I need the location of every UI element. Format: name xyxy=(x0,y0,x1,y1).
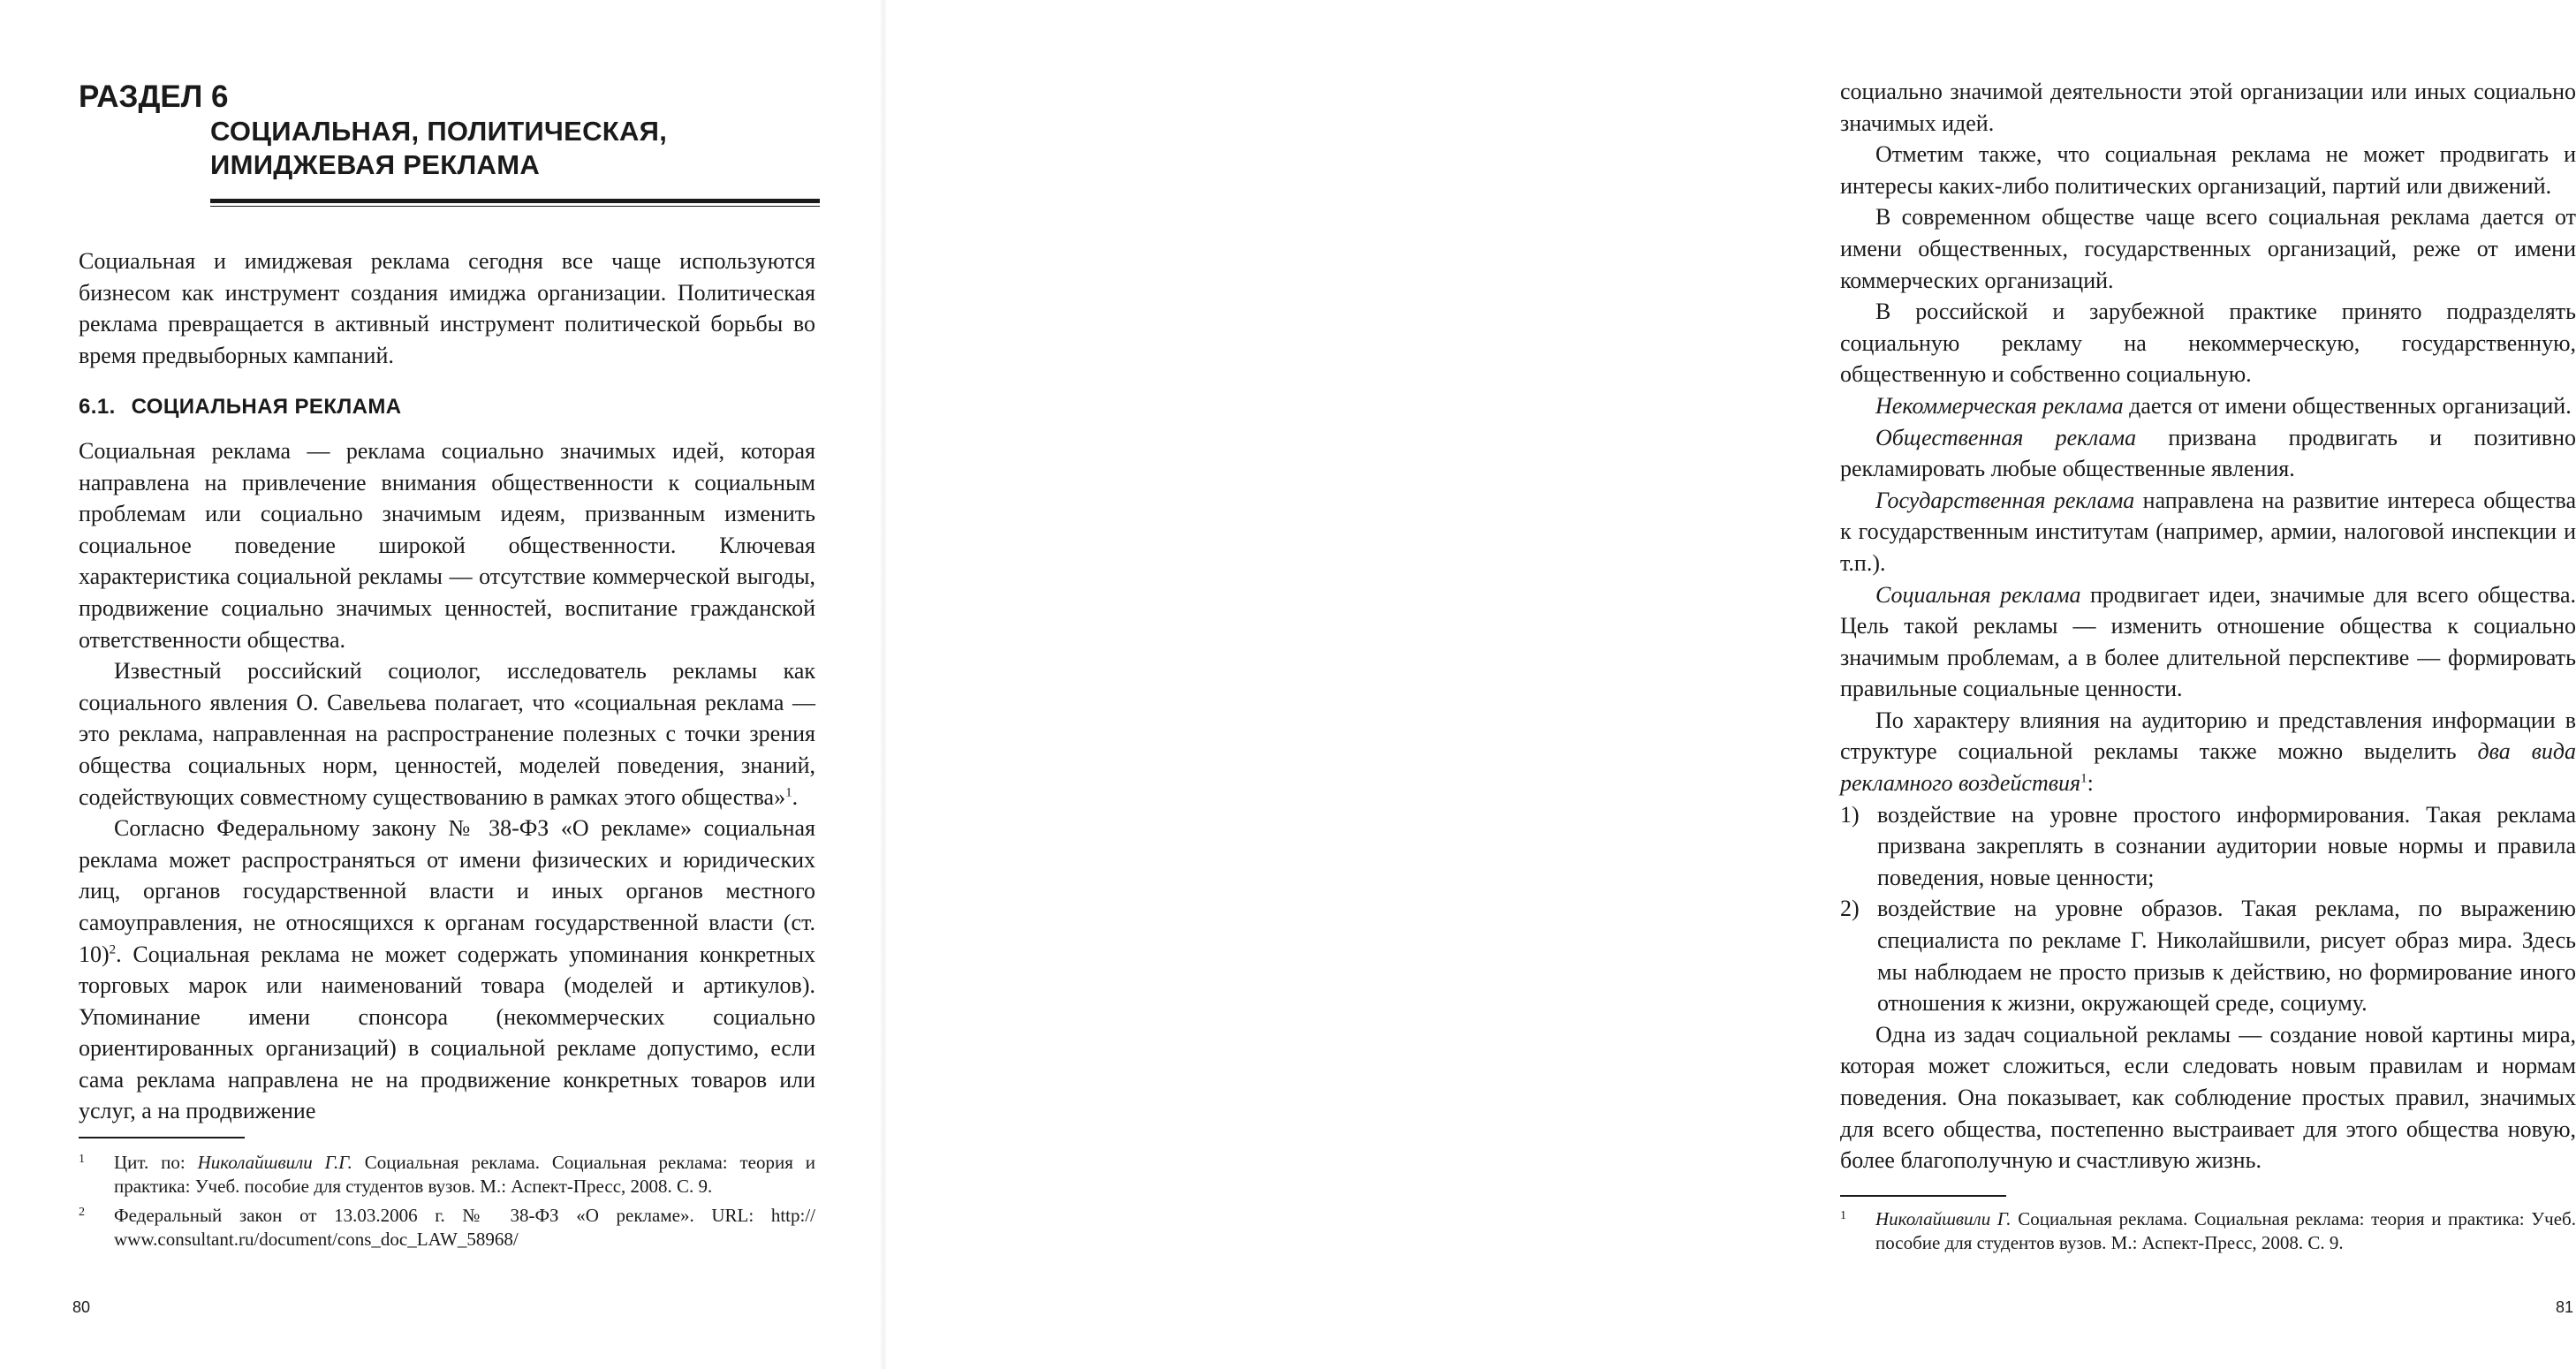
footnote-number: 1 xyxy=(1840,1209,1846,1222)
list-item-text: воздействие на уровне простого информирования. Такая реклама призвана закреплять в сознании аудитории новые нормы и правила поведения, новые ценности; xyxy=(1877,801,2576,890)
footnote-item xyxy=(79,1151,815,1199)
footnote-text: Федеральный закон от 13.03.2006 г. № 38-ФЗ «О рекламе». URL: http:// www.consultant.ru/document/cons_doc_LAW_58968/ xyxy=(114,1205,815,1250)
list-item xyxy=(1840,893,2576,1018)
footnote-rule xyxy=(1840,1195,2006,1197)
footnote-rule xyxy=(79,1137,245,1138)
definition-state xyxy=(1840,485,2576,579)
paragraph-political: Отметим также, что социальная реклама не может продвигать и интересы каких-либо политических организаций, партий или движений. xyxy=(1840,141,2576,199)
definition-public xyxy=(1840,422,2576,485)
lead-paragraph xyxy=(79,246,815,371)
term-public: Общественная реклама xyxy=(1875,424,2137,450)
footnote-number: 2 xyxy=(79,1206,85,1219)
footnote-ref-1[interactable]: 1 xyxy=(785,784,792,799)
list-item-text: воздействие на уровне образов. Такая реклама, по выражению специалиста по рекламе Г. Николайшвили, рисует образ мира. Здесь мы наблюдаем не просто призыв к действию, но формирование иного отношения к жизни, окружающей среде, социуму. xyxy=(1877,896,2576,1017)
left-page xyxy=(0,0,883,1369)
section-title-line-1: СОЦИАЛЬНАЯ, ПОЛИТИЧЕСКАЯ, xyxy=(210,116,668,147)
term-social: Социальная реклама xyxy=(1875,581,2081,608)
footnote-item xyxy=(79,1204,815,1252)
section-title-line-2: ИМИДЖЕВАЯ РЕКЛАМА xyxy=(210,149,541,180)
paragraph-influence xyxy=(1840,705,2576,799)
term-state: Государственная реклама xyxy=(1875,487,2135,513)
paragraph-federal-law-text-b: . Социальная реклама не может содержать упоминания конкретных торговых марок или наименований товара (моделей и артикулов). Упоминание имени спонсора (некоммерческих социально ориентированных организаций) в социальной рекламе допустимо, если сама реклама направлена не на продвижение конкретных товаров или услуг, а на продвижение xyxy=(79,941,815,1124)
definition-noncommercial-text: дается от имени общественных организаций. xyxy=(2123,392,2572,419)
list-item-number: 2) xyxy=(1840,896,1860,922)
right-page xyxy=(883,0,2576,1369)
footnote-item xyxy=(1840,1207,2576,1255)
definition-public-text: призвана продвигать и позитивно рекламировать любые общественные явления. xyxy=(1840,424,2576,482)
paragraph-savelyeva xyxy=(79,655,815,813)
footnote-text: Социальная реклама. Социальная реклама: теория и практика: Учеб. пособие для студентов вузов. М.: Аспект-Пресс, 2008. С. 9. xyxy=(114,1152,816,1197)
subsection-title: СОЦИАЛЬНАЯ РЕКЛАМА xyxy=(131,395,402,419)
paragraph-influence-text: По характеру влияния на аудиторию и представления информации в структуре социальной рекламы также можно выделить xyxy=(1840,707,2576,765)
section-label: РАЗДЕЛ 6 xyxy=(79,79,229,114)
lead-paragraph-text: Социальная и имиджевая реклама сегодня все чаще используются бизнесом как инструмент создания имиджа организации. Политическая реклама превращается в активный инструмент политической борьбы во время предвыборных кампаний. xyxy=(79,248,815,368)
paragraph-influence-emphasis: два вида рекламного воздействия xyxy=(1840,738,2576,797)
footnote-ref-2[interactable]: 2 xyxy=(109,942,117,957)
subsection-heading xyxy=(79,395,401,420)
paragraph-savelyeva-end: . xyxy=(792,783,799,810)
page-number: 81 xyxy=(2556,1298,2574,1316)
definition-social-text: продвигает идеи, значимые для всего общества. Цель такой рекламы — изменить отношение общества к социально значимым проблемам, а в более длительной перспективе — формировать правильные социальные ценности. xyxy=(1840,581,2576,702)
paragraph-practice: В российской и зарубежной практике принято подразделять социальную рекламу на некоммерческую, государственную, общественную и собственно социальную. xyxy=(1840,299,2576,388)
paragraph-continuation: социально значимой деятельности этой организации или иных социально значимых идей. xyxy=(1840,79,2576,136)
definition-social xyxy=(1840,579,2576,705)
left-body xyxy=(79,435,815,1127)
footnote-author: Николайшвили Г.Г. xyxy=(197,1152,352,1173)
footnote-prefix: Цит. по: xyxy=(114,1152,198,1173)
footnote-author: Николайшвили Г. xyxy=(1875,1208,2012,1229)
paragraph-definition: Социальная реклама — реклама социально значимых идей, которая направлена на привлечение внимания общественности к социальным проблемам или социально значимым идеям, призванным изменить социальное поведение широкой общественности. Ключевая характеристика социальной рекламы — отсутствие коммерческой выгоды, продвижение социально значимых ценностей, воспитание гражданской ответственности общества. xyxy=(79,438,815,653)
paragraph-modern-society: В современном обществе чаще всего социальная реклама дается от имени общественных, государственных организаций, реже от имени коммерческих организаций. xyxy=(1840,204,2576,293)
section-title xyxy=(210,115,667,182)
right-body xyxy=(1840,76,2576,1176)
list-item-number: 1) xyxy=(1840,801,1860,828)
definition-state-text: направлена на развитие интереса общества к государственным институтам (например, армии, налоговой инспекции и т.п.). xyxy=(1840,487,2576,576)
footnote-ref-1[interactable]: 1 xyxy=(2080,771,2087,786)
left-footnotes xyxy=(79,1151,815,1257)
subsection-number: 6.1. xyxy=(79,395,116,419)
paragraph-federal-law xyxy=(79,813,815,1127)
paragraph-federal-law-text-a: Согласно Федеральному закону № 38-ФЗ «О рекламе» социальная реклама может распространяться от имени физических и юридических лиц, органов государственной власти и иных органов местного самоуправления, не относящихся к органам государственной власти (ст. 10) xyxy=(79,815,815,967)
definition-noncommercial xyxy=(1840,390,2576,422)
paragraph-influence-end: : xyxy=(2087,770,2094,797)
list-item xyxy=(1840,799,2576,894)
page-number: 80 xyxy=(72,1298,91,1316)
right-footnotes xyxy=(1840,1207,2576,1260)
footnote-number: 1 xyxy=(79,1153,85,1166)
footnote-text: Социальная реклама. Социальная реклама: теория и практика: Учеб. пособие для студентов вузов. М.: Аспект-Пресс, 2008. С. 9. xyxy=(1875,1208,2576,1253)
term-noncommercial: Некоммерческая реклама xyxy=(1875,392,2124,419)
paragraph-savelyeva-text: Известный российский социолог, исследователь рекламы как социального явления О. Савельева полагает, что «социальная реклама — это реклама, направленная на распространение полезных с точки зрения общества социальных норм, ценностей, моделей поведения, знаний, содействующих совместному существованию в рамках этого общества» xyxy=(79,658,815,810)
paragraph-task: Одна из задач социальной рекламы — создание новой картины мира, которая может сложиться, если следовать новым правилам и нормам поведения. Она показывает, как соблюдение простых правил, значимых для всего общества, постепенно выстраивает для этого общества новую, более благополучную и счастливую жизнь. xyxy=(1840,1021,2576,1174)
title-rule xyxy=(210,199,820,207)
